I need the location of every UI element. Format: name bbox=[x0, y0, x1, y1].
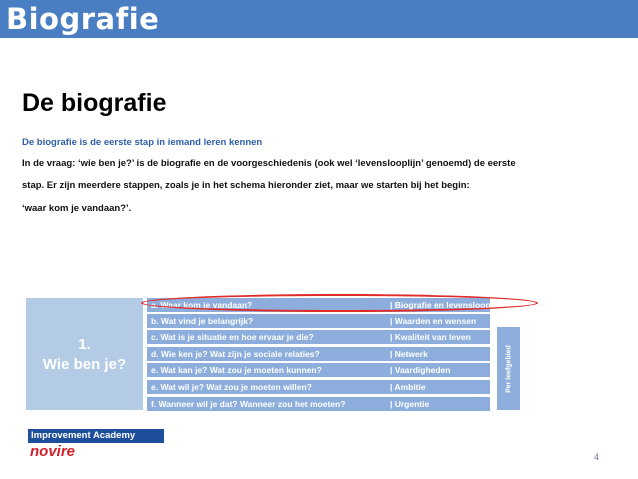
row-answer: | Netwerk bbox=[390, 349, 428, 359]
row-answer: | Ambitie bbox=[390, 382, 426, 392]
logo-brand: novire bbox=[30, 443, 76, 460]
schema-row bbox=[147, 363, 490, 377]
row-answer: | Urgentie bbox=[390, 399, 430, 409]
row-answer: | Biografie en levenslooplijn bbox=[390, 300, 503, 310]
intro-line: ‘waar kom je vandaan?’. bbox=[22, 203, 132, 214]
schema-row bbox=[147, 397, 490, 411]
slide-title: De biografie bbox=[22, 89, 167, 117]
intro-line: In de vraag: ‘wie ben je?’ is de biografie en de voorgeschiedenis (ook wel ‘levenslooplijn’ genoemd) de eerste bbox=[22, 158, 516, 169]
row-question: d. Wie ken je? Wat zijn je sociale relaties? bbox=[151, 349, 320, 359]
stage-number: 1. bbox=[78, 336, 91, 353]
side-label: Per leefgebied bbox=[505, 344, 512, 393]
row-question: e. Wat wil je? Wat zou je moeten willen? bbox=[151, 382, 312, 392]
row-question: f. Wanneer wil je dat? Wanneer zou het moeten? bbox=[151, 399, 346, 409]
logo bbox=[28, 429, 164, 459]
row-question: c. Wat is je situatie en hoe ervaar je die? bbox=[151, 332, 314, 342]
stage-box bbox=[26, 298, 143, 410]
schema-row bbox=[147, 347, 490, 361]
stage-name: Wie ben je? bbox=[42, 356, 127, 373]
highlight-ellipse bbox=[141, 294, 538, 312]
row-question: b. Wat vind je belangrijk? bbox=[151, 316, 254, 326]
header-bar bbox=[0, 0, 638, 38]
row-answer: | Kwaliteit van leven bbox=[390, 332, 471, 342]
row-question: e. Wat kan je? Wat zou je moeten kunnen? bbox=[151, 365, 322, 375]
schema-row bbox=[147, 314, 490, 328]
schema-row bbox=[147, 330, 490, 344]
logo-banner: Improvement Academy bbox=[28, 429, 164, 443]
row-answer: | Vaardigheden bbox=[390, 365, 451, 375]
slide-number: 4 bbox=[594, 452, 600, 462]
header-title: Biografie bbox=[6, 2, 160, 36]
row-answer: | Waarden en wensen bbox=[390, 316, 477, 326]
row-question: a. Waar kom je vandaan? bbox=[151, 300, 253, 310]
intro-subtitle: De biografie is de eerste stap in iemand leren kennen bbox=[22, 137, 263, 148]
side-box bbox=[497, 327, 520, 410]
intro-line: stap. Er zijn meerdere stappen, zoals je in het schema hieronder ziet, maar we starten bij het begin: bbox=[22, 180, 470, 191]
schema-row bbox=[147, 380, 490, 394]
